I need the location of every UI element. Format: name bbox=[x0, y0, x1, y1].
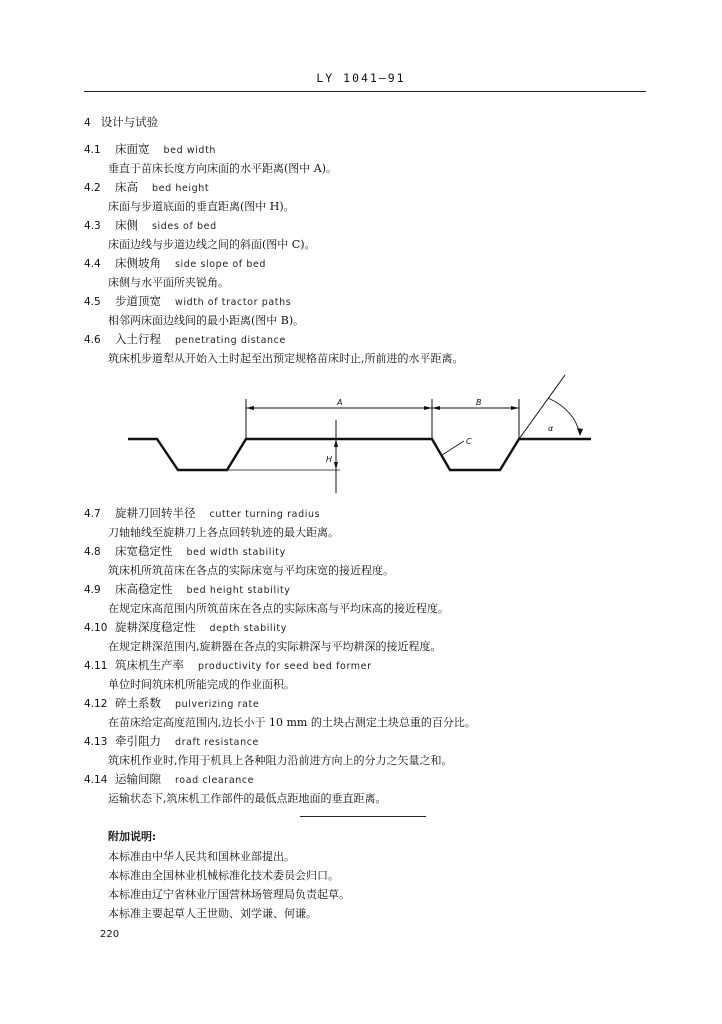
term-english: width of tractor paths bbox=[175, 297, 292, 308]
term-english: depth stability bbox=[209, 623, 287, 634]
term-chinese: 床高稳定性 bbox=[115, 582, 173, 596]
term-number: 4.8 bbox=[84, 546, 101, 558]
term-item bbox=[84, 581, 291, 597]
term-chinese: 床面宽 bbox=[115, 142, 150, 156]
term-definition: 在规定耕深范围内,旋耕器在各点的实际耕深与平均耕深的接近程度。 bbox=[108, 640, 442, 653]
term-number: 4.2 bbox=[84, 182, 101, 194]
term-chinese: 床高 bbox=[115, 180, 138, 194]
term-english: draft resistance bbox=[175, 737, 259, 748]
arrowhead bbox=[334, 439, 338, 447]
term-number: 4.13 bbox=[84, 736, 108, 748]
arrowhead bbox=[246, 406, 254, 410]
note-line: 本标准由中华人民共和国林业部提出。 bbox=[108, 850, 295, 863]
term-item bbox=[84, 255, 266, 271]
arrowhead bbox=[424, 406, 432, 410]
term-english: road clearance bbox=[175, 775, 255, 786]
section-title-text: 设计与试验 bbox=[100, 115, 159, 129]
slope-extension-line bbox=[519, 375, 565, 439]
term-chinese: 步道顶宽 bbox=[115, 294, 161, 308]
term-english: sides of bed bbox=[152, 221, 217, 232]
term-definition: 床面边线与步道边线之间的斜面(图中 C)。 bbox=[108, 238, 316, 251]
term-number: 4.6 bbox=[84, 334, 101, 346]
term-number: 4.5 bbox=[84, 296, 101, 308]
notes-title: 附加说明: bbox=[108, 830, 157, 843]
term-english: productivity for seed bed former bbox=[198, 661, 372, 672]
term-definition: 相邻两床面边线间的最小距离(图中 B)。 bbox=[108, 314, 305, 327]
term-item bbox=[84, 505, 320, 521]
term-item bbox=[84, 543, 286, 559]
arrowhead bbox=[432, 406, 440, 410]
term-english: side slope of bed bbox=[175, 259, 267, 270]
term-english: bed width stability bbox=[186, 547, 286, 558]
term-number: 4.3 bbox=[84, 220, 101, 232]
page-number: 220 bbox=[100, 929, 120, 940]
arrowhead bbox=[334, 462, 338, 470]
term-chinese: 筑床机生产率 bbox=[115, 658, 184, 672]
arrowhead bbox=[511, 406, 519, 410]
term-number: 4.4 bbox=[84, 258, 101, 270]
term-chinese: 床侧 bbox=[115, 218, 138, 232]
term-english: bed width bbox=[163, 145, 217, 156]
term-chinese: 旋耕刀回转半径 bbox=[115, 506, 196, 520]
term-chinese: 入土行程 bbox=[115, 332, 161, 346]
term-definition: 筑床机作业时,作用于机具上各种阻力沿前进方向上的分力之矢量之和。 bbox=[108, 754, 453, 767]
term-definition: 单位时间筑床机所能完成的作业面积。 bbox=[108, 678, 295, 691]
term-definition: 筑床机步道犁从开始入土时起至出预定规格苗床时止,所前进的水平距离。 bbox=[108, 352, 464, 365]
arrowhead bbox=[577, 428, 583, 436]
label-h: H bbox=[326, 455, 333, 464]
term-chinese: 床宽稳定性 bbox=[115, 544, 173, 558]
term-item bbox=[84, 619, 287, 635]
label-b: B bbox=[476, 398, 482, 407]
term-item bbox=[84, 293, 291, 309]
term-number: 4.11 bbox=[84, 660, 108, 672]
section-title bbox=[84, 114, 158, 130]
label-alpha: α bbox=[548, 424, 554, 433]
term-definition: 床面与步道底面的垂直距离(图中 H)。 bbox=[108, 200, 295, 213]
term-item bbox=[84, 217, 217, 233]
term-definition: 床侧与水平面所夹锐角。 bbox=[108, 276, 229, 289]
bed-cross-section-diagram bbox=[0, 365, 722, 500]
term-number: 4.7 bbox=[84, 508, 101, 520]
term-english: penetrating distance bbox=[175, 335, 286, 346]
term-english: bed height bbox=[152, 183, 210, 194]
note-line: 本标准由全国林业机械标准化技术委员会归口。 bbox=[108, 869, 339, 882]
term-chinese: 运输间隙 bbox=[115, 772, 161, 786]
term-definition: 在规定床高范围内所筑苗床在各点的实际床高与平均床高的接近程度。 bbox=[108, 602, 449, 615]
note-line: 本标准主要起草人王世勋、刘学谦、何谦。 bbox=[108, 907, 317, 920]
note-line: 本标准由辽宁省林业厅国营林场管理局负责起草。 bbox=[108, 888, 350, 901]
term-number: 4.12 bbox=[84, 698, 108, 710]
term-chinese: 碎土系数 bbox=[115, 696, 161, 710]
label-c: C bbox=[466, 437, 472, 446]
term-definition: 运输状态下,筑床机工作部件的最低点距地面的垂直距离。 bbox=[108, 792, 387, 805]
term-item bbox=[84, 657, 372, 673]
standard-code: LY 1041—91 bbox=[316, 71, 406, 85]
term-number: 4.10 bbox=[84, 622, 108, 634]
term-chinese: 床侧坡角 bbox=[115, 256, 161, 270]
term-definition: 筑床机所筑苗床在各点的实际床宽与平均床宽的接近程度。 bbox=[108, 564, 394, 577]
term-number: 4.1 bbox=[84, 144, 101, 156]
section-number: 4 bbox=[84, 117, 91, 129]
term-item bbox=[84, 331, 286, 347]
header-rule bbox=[84, 91, 646, 92]
term-number: 4.14 bbox=[84, 774, 108, 786]
term-definition: 在苗床给定高度范围内,边长小于 10 mm 的土块占测定土块总重的百分比。 bbox=[108, 716, 476, 729]
term-english: cutter turning radius bbox=[209, 509, 321, 520]
term-english: bed height stability bbox=[186, 585, 291, 596]
term-chinese: 牵引阻力 bbox=[115, 734, 161, 748]
term-chinese: 旋耕深度稳定性 bbox=[115, 620, 196, 634]
term-number: 4.9 bbox=[84, 584, 101, 596]
term-definition: 垂直于苗床长度方向床面的水平距离(图中 A)。 bbox=[108, 162, 338, 175]
term-item bbox=[84, 733, 259, 749]
term-item bbox=[84, 141, 216, 157]
term-item bbox=[84, 695, 259, 711]
term-item bbox=[84, 771, 254, 787]
label-c-leader bbox=[442, 441, 464, 455]
term-english: pulverizing rate bbox=[175, 699, 260, 710]
separator-rule bbox=[300, 816, 426, 817]
term-item bbox=[84, 179, 209, 195]
term-definition: 刀轴轴线至旋耕刀上各点回转轨迹的最大距离。 bbox=[108, 526, 339, 539]
bed-profile-line bbox=[128, 439, 591, 470]
label-a: A bbox=[337, 398, 343, 407]
